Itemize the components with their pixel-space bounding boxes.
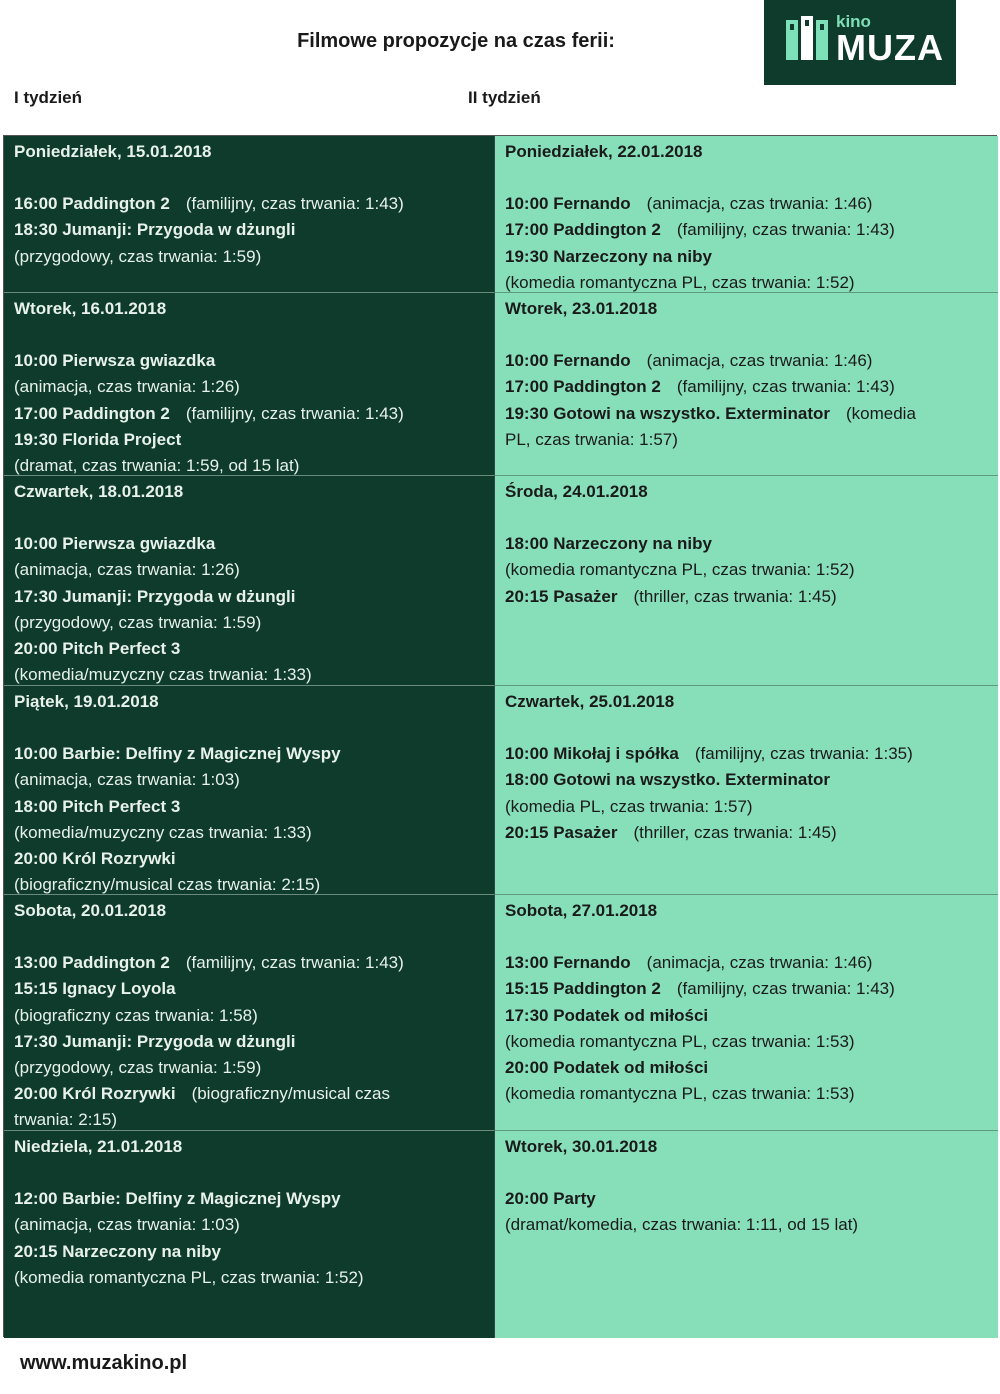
- screening-line: [14, 1081, 484, 1107]
- screening-title: 10:00 Pierwsza gwiazdka: [14, 534, 216, 554]
- schedule-cell: [494, 136, 998, 293]
- spacer: [14, 1160, 484, 1186]
- day-heading: Wtorek, 30.01.2018: [505, 1137, 658, 1156]
- screening-note: (familijny, czas trwania: 1:35): [694, 744, 913, 764]
- screening-line: [14, 374, 484, 400]
- spacer: [14, 165, 484, 191]
- screening-line: [505, 794, 988, 820]
- spacer: [505, 322, 988, 348]
- screening-title: 18:30 Jumanji: Przygoda w dżungli: [14, 220, 296, 240]
- screening-title: 10:00 Pierwsza gwiazdka: [14, 351, 216, 371]
- screening-line: [14, 1029, 484, 1055]
- logo-kino-text: kino: [836, 12, 871, 31]
- screening-title: 20:00 Podatek od miłości: [505, 1058, 709, 1078]
- screening-line: [14, 610, 484, 636]
- screening-line: [505, 976, 988, 1002]
- screening-note: (familijny, czas trwania: 1:43): [676, 220, 895, 240]
- screening-title: 15:15 Ignacy Loyola: [14, 979, 176, 999]
- screening-line: [505, 557, 988, 583]
- screening-title: 18:00 Gotowi na wszystko. Exterminator: [505, 770, 830, 790]
- screening-line: [505, 348, 988, 374]
- spacer: [505, 924, 988, 950]
- schedule-table: [3, 135, 997, 1337]
- screening-title: 17:00 Paddington 2: [14, 403, 170, 423]
- screening-line: [14, 976, 484, 1002]
- screening-title: 17:30 Podatek od miłości: [505, 1005, 709, 1025]
- screening-note: (komedia/muzyczny czas trwania: 1:33): [14, 822, 312, 842]
- day-heading: Poniedziałek, 15.01.2018: [14, 142, 212, 161]
- screening-line: [505, 1029, 988, 1055]
- screening-note: (familijny, czas trwania: 1:43): [185, 403, 404, 423]
- day-heading: Sobota, 27.01.2018: [505, 901, 658, 920]
- screening-line: [505, 1003, 988, 1029]
- screening-line: [14, 1265, 484, 1291]
- screening-line: [505, 191, 988, 217]
- screening-line: [14, 741, 484, 767]
- screening-note: (familijny, czas trwania: 1:43): [185, 953, 404, 973]
- screening-note: PL, czas trwania: 1:57): [505, 429, 678, 449]
- screening-line: [505, 531, 988, 557]
- screening-title: 20:15 Pasażer: [505, 586, 618, 606]
- screening-title: 20:00 Pitch Perfect 3: [14, 639, 181, 659]
- screening-line: [14, 244, 484, 270]
- screening-note: (komedia romantyczna PL, czas trwania: 1:52): [14, 1267, 364, 1287]
- screening-note: (animacja, czas trwania: 1:26): [14, 560, 240, 580]
- screening-line: [505, 270, 988, 293]
- schedule-cell: [4, 476, 494, 686]
- spacer: [505, 1160, 988, 1186]
- screening-line: [505, 244, 988, 270]
- screening-line: [505, 427, 988, 453]
- day-heading: Sobota, 20.01.2018: [14, 901, 167, 920]
- screening-note: (przygodowy, czas trwania: 1:59): [14, 1058, 262, 1078]
- screening-line: [505, 950, 988, 976]
- screening-note: (komedia romantyczna PL, czas trwania: 1:52): [505, 560, 855, 580]
- schedule-cell: [494, 1131, 998, 1338]
- screening-note: (przygodowy, czas trwania: 1:59): [14, 612, 262, 632]
- screening-line: [505, 584, 988, 610]
- screening-line: [14, 427, 484, 453]
- day-heading: Czwartek, 25.01.2018: [505, 692, 675, 711]
- screening-line: [505, 820, 988, 846]
- screening-line: [505, 1055, 988, 1081]
- screening-line: [14, 531, 484, 557]
- screening-title: 17:30 Jumanji: Przygoda w dżungli: [14, 1031, 296, 1051]
- screening-title: 18:00 Pitch Perfect 3: [14, 796, 181, 816]
- screening-line: [505, 1186, 988, 1212]
- screening-title: 17:30 Jumanji: Przygoda w dżungli: [14, 586, 296, 606]
- screening-title: 20:15 Pasażer: [505, 822, 618, 842]
- spacer: [505, 165, 988, 191]
- screening-title: 17:00 Paddington 2: [505, 377, 661, 397]
- logo-muza-text: MUZA: [836, 27, 944, 68]
- screening-line: [14, 1107, 484, 1131]
- schedule-cell: [494, 895, 998, 1131]
- screening-note: (dramat/komedia, czas trwania: 1:11, od 15 lat): [505, 1215, 859, 1235]
- screening-note: (komedia/muzyczny czas trwania: 1:33): [14, 665, 312, 685]
- screening-line: [14, 217, 484, 243]
- week-2-label: II tydzień: [468, 88, 541, 107]
- schedule-cell: [4, 293, 494, 476]
- screening-title: 12:00 Barbie: Delfiny z Magicznej Wyspy: [14, 1189, 341, 1209]
- day-heading: Niedziela, 21.01.2018: [14, 1137, 183, 1156]
- screening-title: 13:00 Fernando: [505, 953, 631, 973]
- schedule-cell: [4, 686, 494, 895]
- schedule-cell: [4, 136, 494, 293]
- screening-note: (dramat, czas trwania: 1:59, od 15 lat): [14, 456, 300, 476]
- screening-title: 10:00 Fernando: [505, 194, 631, 214]
- screening-title: 18:00 Narzeczony na niby: [505, 534, 712, 554]
- screening-note: (komedia romantyczna PL, czas trwania: 1:52): [505, 272, 855, 292]
- screening-line: [14, 846, 484, 872]
- week-1-label: I tydzień: [14, 88, 83, 107]
- screening-note: (przygodowy, czas trwania: 1:59): [14, 246, 262, 266]
- screening-title: 13:00 Paddington 2: [14, 953, 170, 973]
- screening-line: [14, 557, 484, 583]
- day-heading: Środa, 24.01.2018: [505, 482, 648, 501]
- spacer: [505, 715, 988, 741]
- screening-title: 20:00 Król Rozrywki: [14, 849, 176, 869]
- screening-note: (animacja, czas trwania: 1:46): [646, 351, 873, 371]
- screening-line: [505, 401, 988, 427]
- screening-title: 10:00 Barbie: Delfiny z Magicznej Wyspy: [14, 744, 341, 764]
- screening-line: [14, 767, 484, 793]
- screening-note: (animacja, czas trwania: 1:26): [14, 377, 240, 397]
- screening-line: [14, 1212, 484, 1238]
- screening-title: 19:30 Gotowi na wszystko. Exterminator: [505, 403, 830, 423]
- schedule-cell: [4, 1131, 494, 1338]
- screening-line: [14, 820, 484, 846]
- screening-line: [505, 767, 988, 793]
- screening-line: [14, 794, 484, 820]
- schedule-cell: [494, 293, 998, 476]
- screening-note: (komedia: [845, 403, 916, 423]
- screening-note: (animacja, czas trwania: 1:46): [646, 194, 873, 214]
- screening-line: [505, 374, 988, 400]
- schedule-cell: [494, 476, 998, 686]
- screening-note: (komedia romantyczna PL, czas trwania: 1:53): [505, 1031, 855, 1051]
- screening-note: trwania: 2:15): [14, 1110, 117, 1130]
- screening-title: 17:00 Paddington 2: [505, 220, 661, 240]
- spacer: [505, 505, 988, 531]
- screening-title: 20:15 Narzeczony na niby: [14, 1241, 221, 1261]
- screening-note: (animacja, czas trwania: 1:03): [14, 770, 240, 790]
- screening-line: [14, 191, 484, 217]
- screening-title: 19:30 Florida Project: [14, 429, 182, 449]
- screening-line: [14, 401, 484, 427]
- screening-line: [14, 1055, 484, 1081]
- screening-line: [14, 1003, 484, 1029]
- screening-note: (biograficzny/musical czas: [191, 1084, 390, 1104]
- day-heading: Wtorek, 23.01.2018: [505, 299, 658, 318]
- website-link[interactable]: www.muzakino.pl: [20, 1352, 188, 1374]
- screening-note: (komedia PL, czas trwania: 1:57): [505, 796, 753, 816]
- page-title: Filmowe propozycje na czas ferii:: [297, 30, 615, 52]
- spacer: [14, 322, 484, 348]
- day-heading: Poniedziałek, 22.01.2018: [505, 142, 703, 161]
- screening-note: (thriller, czas trwania: 1:45): [633, 586, 837, 606]
- screening-note: (biograficzny czas trwania: 1:58): [14, 1005, 258, 1025]
- screening-title: 16:00 Paddington 2: [14, 194, 170, 214]
- schedule-cell: [4, 895, 494, 1131]
- screening-title: 15:15 Paddington 2: [505, 979, 661, 999]
- screening-line: [505, 217, 988, 243]
- screening-title: 10:00 Fernando: [505, 351, 631, 371]
- day-heading: Wtorek, 16.01.2018: [14, 299, 167, 318]
- screening-line: [505, 1081, 988, 1107]
- screening-line: [14, 348, 484, 374]
- screening-line: [505, 741, 988, 767]
- screening-note: (thriller, czas trwania: 1:45): [633, 822, 837, 842]
- screening-note: (komedia romantyczna PL, czas trwania: 1:53): [505, 1084, 855, 1104]
- screening-note: (familijny, czas trwania: 1:43): [676, 979, 895, 999]
- spacer: [14, 924, 484, 950]
- screening-title: 19:30 Narzeczony na niby: [505, 246, 712, 266]
- day-heading: Czwartek, 18.01.2018: [14, 482, 184, 501]
- spacer: [14, 505, 484, 531]
- screening-line: [14, 872, 484, 895]
- screening-line: [14, 1239, 484, 1265]
- screening-title: 10:00 Mikołaj i spółka: [505, 744, 679, 764]
- screening-title: 20:00 Party: [505, 1189, 596, 1209]
- schedule-cell: [494, 686, 998, 895]
- screening-line: [14, 636, 484, 662]
- film-strip-icon: [786, 16, 830, 64]
- screening-line: [14, 950, 484, 976]
- kino-muza-logo: [764, 0, 956, 85]
- screening-title: 20:00 Król Rozrywki: [14, 1084, 176, 1104]
- spacer: [14, 715, 484, 741]
- screening-line: [14, 662, 484, 686]
- screening-note: (animacja, czas trwania: 1:03): [14, 1215, 240, 1235]
- screening-note: (animacja, czas trwania: 1:46): [646, 953, 873, 973]
- screening-note: (familijny, czas trwania: 1:43): [185, 194, 404, 214]
- screening-line: [505, 1212, 988, 1238]
- screening-line: [14, 1186, 484, 1212]
- screening-line: [14, 453, 484, 476]
- screening-line: [14, 584, 484, 610]
- screening-note: (familijny, czas trwania: 1:43): [676, 377, 895, 397]
- screening-note: (biograficzny/musical czas trwania: 2:15): [14, 875, 321, 895]
- day-heading: Piątek, 19.01.2018: [14, 692, 159, 711]
